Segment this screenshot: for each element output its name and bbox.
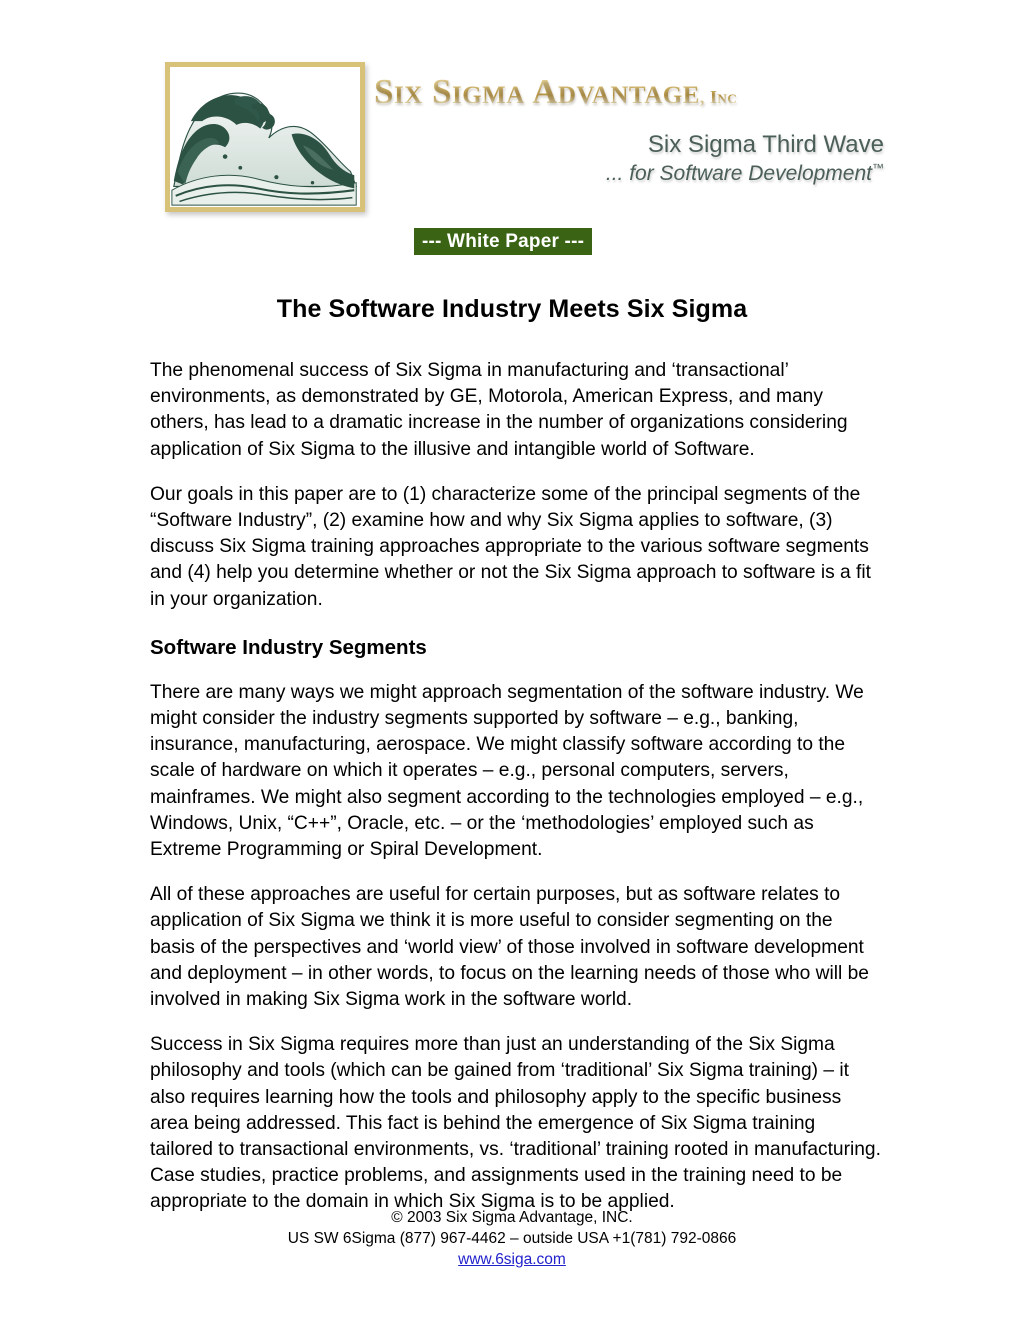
footer-contact: US SW 6Sigma (877) 967-4462 – outside USA +1(781) 792-0866 <box>287 1230 737 1247</box>
company-wordmark-text: Six Sigma Advantage <box>374 72 700 111</box>
body-paragraph: There are many ways we might approach segmentation of the software industry. We might consider the industry segments supported by software – e.g., banking, insurance, manufacturing, aerospace. We might classify software according to the scale of hardware on which it operates – e.g., personal computers, servers, mainframes. We might also segment according to the technologies employed – e.g., Windows, Unix, “C++”, Oracle, etc. – or the ‘methodologies’ employed such as Extreme Programming or Spiral Development. <box>150 681 864 861</box>
document-body <box>150 358 882 1216</box>
white-paper-banner: --- White Paper --- <box>414 228 592 255</box>
body-paragraph: Success in Six Sigma requires more than just an understanding of the Six Sigma philosophy and tools (which can be gained from ‘traditional’ Six Sigma training) – it also requires learning how the tools and philosophy apply to the specific business area being addressed. This fact is behind the emergence of Six Sigma training tailored to transactional environments, vs. ‘traditional’ training rooted in manufacturing. Case studies, practice problems, and assignments used in the training need to be appropriate to the domain in which Six Sigma is to be applied. <box>150 1034 881 1213</box>
company-wordmark <box>374 72 737 112</box>
trademark-symbol: ™ <box>872 161 884 175</box>
page-title: The Software Industry Meets Six Sigma <box>276 294 748 323</box>
body-paragraph: All of these approaches are useful for certain purposes, but as software relates to application of Six Sigma we think it is more useful to consider segmenting on the basis of the perspectives and ‘world view’ of those involved in software development and deployment – in other words, to focus on the learning needs of those who will be involved in making Six Sigma work in the software world. <box>150 884 869 1011</box>
document-header <box>0 0 1024 252</box>
company-wordmark-suffix: , Inc <box>699 87 738 107</box>
great-wave-icon <box>170 67 360 207</box>
section-heading: Software Industry Segments <box>150 635 427 659</box>
body-paragraph: Our goals in this paper are to (1) characterize some of the principal segments of the “Software Industry”, (2) examine how and why Six Sigma applies to software, (3) discuss Six Sigma training approaches appropriate to the various software segments and (4) help you determine whether or not the Six Sigma approach to software is a fit in your organization. <box>150 483 871 610</box>
company-logo <box>165 62 365 212</box>
tagline-secondary <box>374 161 884 186</box>
document-footer <box>0 1207 1024 1270</box>
body-paragraph: The phenomenal success of Six Sigma in manufacturing and ‘transactional’ environments, as demonstrated by GE, Motorola, American Express, and many others, has lead to a dramatic increase in the number of organizations considering application of Six Sigma to the illusive and intangible world of Software. <box>150 360 848 460</box>
tagline-primary: Six Sigma Third Wave <box>647 131 884 158</box>
footer-copyright: © 2003 Six Sigma Advantage, INC. <box>391 1209 633 1226</box>
footer-website-link[interactable]: www.6siga.com <box>458 1251 566 1268</box>
tagline-secondary-text: ... for Software Development <box>605 162 872 185</box>
